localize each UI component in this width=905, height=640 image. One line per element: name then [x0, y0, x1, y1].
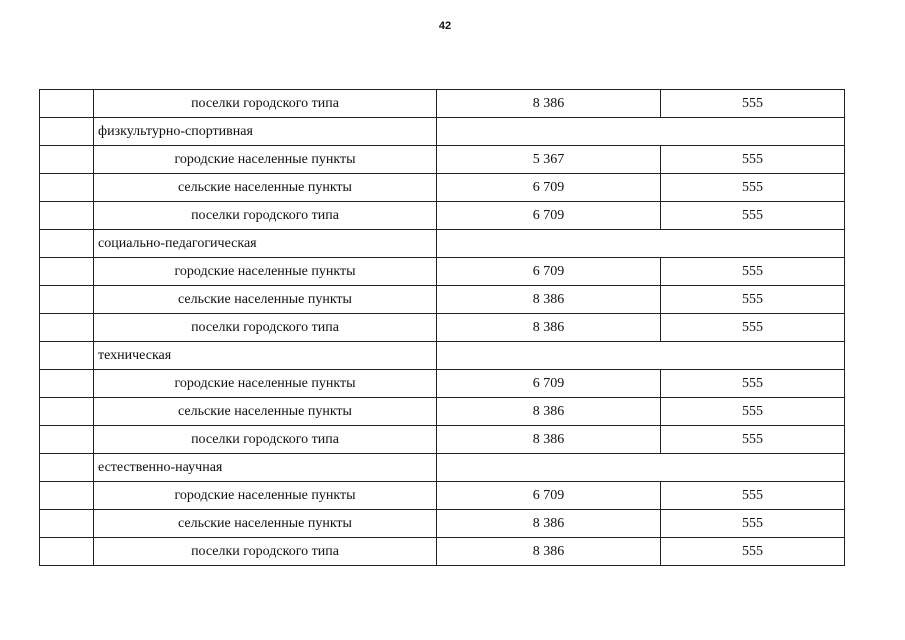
cost-value: 8 386 [437, 538, 661, 566]
cost-value: 5 367 [437, 146, 661, 174]
table-row [40, 174, 845, 202]
table-row [40, 286, 845, 314]
cost-value: 8 386 [437, 426, 661, 454]
cost-value: 8 386 [437, 398, 661, 426]
settlement-type: городские населенные пункты [94, 482, 437, 510]
index-cell [40, 118, 94, 146]
data-table [39, 89, 845, 566]
table-row [40, 146, 845, 174]
category-row [40, 454, 845, 482]
index-cell [40, 314, 94, 342]
index-cell [40, 454, 94, 482]
table-row [40, 202, 845, 230]
table-row [40, 370, 845, 398]
settlement-type: поселки городского типа [94, 538, 437, 566]
category-name: физкультурно-спортивная [94, 118, 437, 146]
index-cell [40, 90, 94, 118]
norm-value: 555 [661, 510, 845, 538]
settlement-type: поселки городского типа [94, 314, 437, 342]
empty-cell [437, 454, 845, 482]
cost-value: 8 386 [437, 90, 661, 118]
cost-value: 8 386 [437, 510, 661, 538]
table-row [40, 482, 845, 510]
norm-value: 555 [661, 370, 845, 398]
cost-value: 8 386 [437, 314, 661, 342]
cost-value: 6 709 [437, 174, 661, 202]
index-cell [40, 146, 94, 174]
table-row [40, 314, 845, 342]
index-cell [40, 174, 94, 202]
settlement-type: поселки городского типа [94, 90, 437, 118]
index-cell [40, 342, 94, 370]
index-cell [40, 230, 94, 258]
category-row [40, 342, 845, 370]
category-name: естественно-научная [94, 454, 437, 482]
settlement-type: поселки городского типа [94, 202, 437, 230]
norm-value: 555 [661, 90, 845, 118]
empty-cell [437, 342, 845, 370]
cost-value: 8 386 [437, 286, 661, 314]
cost-value: 6 709 [437, 370, 661, 398]
table-body [40, 90, 845, 566]
norm-value: 555 [661, 202, 845, 230]
index-cell [40, 510, 94, 538]
index-cell [40, 258, 94, 286]
index-cell [40, 370, 94, 398]
table-row [40, 90, 845, 118]
settlement-type: сельские населенные пункты [94, 174, 437, 202]
norm-value: 555 [661, 146, 845, 174]
cost-value: 6 709 [437, 202, 661, 230]
norm-value: 555 [661, 538, 845, 566]
table-row [40, 258, 845, 286]
empty-cell [437, 118, 845, 146]
index-cell [40, 482, 94, 510]
norm-value: 555 [661, 398, 845, 426]
category-name: техническая [94, 342, 437, 370]
settlement-type: городские населенные пункты [94, 370, 437, 398]
index-cell [40, 286, 94, 314]
index-cell [40, 202, 94, 230]
table-row [40, 398, 845, 426]
settlement-type: городские населенные пункты [94, 146, 437, 174]
category-row [40, 118, 845, 146]
page-number: 42 [438, 20, 452, 32]
norm-value: 555 [661, 314, 845, 342]
norm-value: 555 [661, 426, 845, 454]
norm-value: 555 [661, 258, 845, 286]
settlement-type: поселки городского типа [94, 426, 437, 454]
empty-cell [437, 230, 845, 258]
settlement-type: сельские населенные пункты [94, 286, 437, 314]
table-row [40, 538, 845, 566]
settlement-type: сельские населенные пункты [94, 510, 437, 538]
index-cell [40, 398, 94, 426]
cost-value: 6 709 [437, 258, 661, 286]
table-row [40, 426, 845, 454]
norm-value: 555 [661, 174, 845, 202]
settlement-type: городские населенные пункты [94, 258, 437, 286]
norm-value: 555 [661, 482, 845, 510]
index-cell [40, 426, 94, 454]
category-name: социально-педагогическая [94, 230, 437, 258]
cost-value: 6 709 [437, 482, 661, 510]
settlement-type: сельские населенные пункты [94, 398, 437, 426]
norm-value: 555 [661, 286, 845, 314]
index-cell [40, 538, 94, 566]
table-row [40, 510, 845, 538]
category-row [40, 230, 845, 258]
